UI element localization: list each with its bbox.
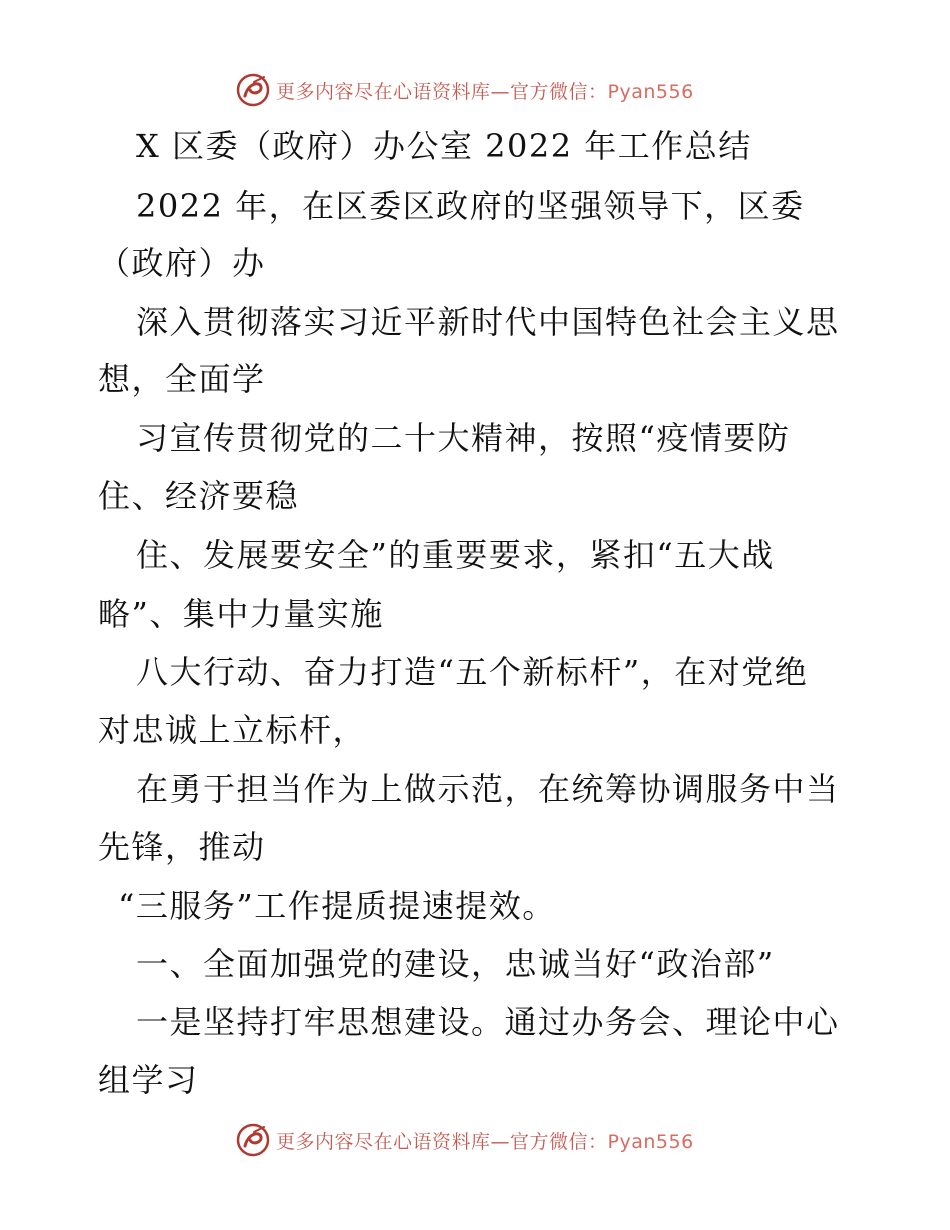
- watermark-text: 更多内容尽在心语资料库—官方微信：Pyan556: [276, 1130, 694, 1153]
- text-line: 先锋，推动: [98, 828, 266, 866]
- watermark-text: 更多内容尽在心语资料库—官方微信：Pyan556: [276, 80, 694, 103]
- text-line: 习宣传贯彻党的二十大精神，按照“疫情要防: [136, 419, 791, 457]
- text-line: 2022 年，在区委区政府的坚强领导下，区委: [136, 187, 805, 225]
- section-heading: 一、全面加强党的建设，忠诚当好“政治部”: [136, 945, 775, 983]
- text-line: 住、发展要安全”的重要要求，紧扣“五大战: [136, 536, 775, 574]
- watermark-footer: [236, 1122, 694, 1158]
- text-line: 一是坚持打牢思想建设。通过办务会、理论中心: [136, 1003, 840, 1041]
- text-line: 在勇于担当作为上做示范，在统筹协调服务中当: [136, 770, 840, 808]
- text-line: 八大行动、奋力打造“五个新标杆”，在对党绝: [136, 653, 809, 691]
- text-line: “三服务”工作提质提速提效。: [118, 887, 556, 925]
- text-line: 对忠诚上立标杆，: [98, 711, 367, 749]
- watermark-id: Pyan556: [607, 80, 694, 103]
- text-line: 想，全面学: [98, 360, 266, 398]
- text-line: 组学习: [98, 1061, 199, 1099]
- text-line: 住、经济要稳: [98, 477, 300, 515]
- swirl-logo: [236, 1123, 270, 1157]
- watermark-id: Pyan556: [607, 1130, 694, 1153]
- document-title: X 区委（政府）办公室 2022 年工作总结: [136, 127, 752, 165]
- text-line: 深入贯彻落实习近平新时代中国特色社会主义思: [136, 303, 840, 341]
- text-line: 略”、集中力量实施: [98, 595, 384, 633]
- text-line: （政府）办: [98, 244, 266, 282]
